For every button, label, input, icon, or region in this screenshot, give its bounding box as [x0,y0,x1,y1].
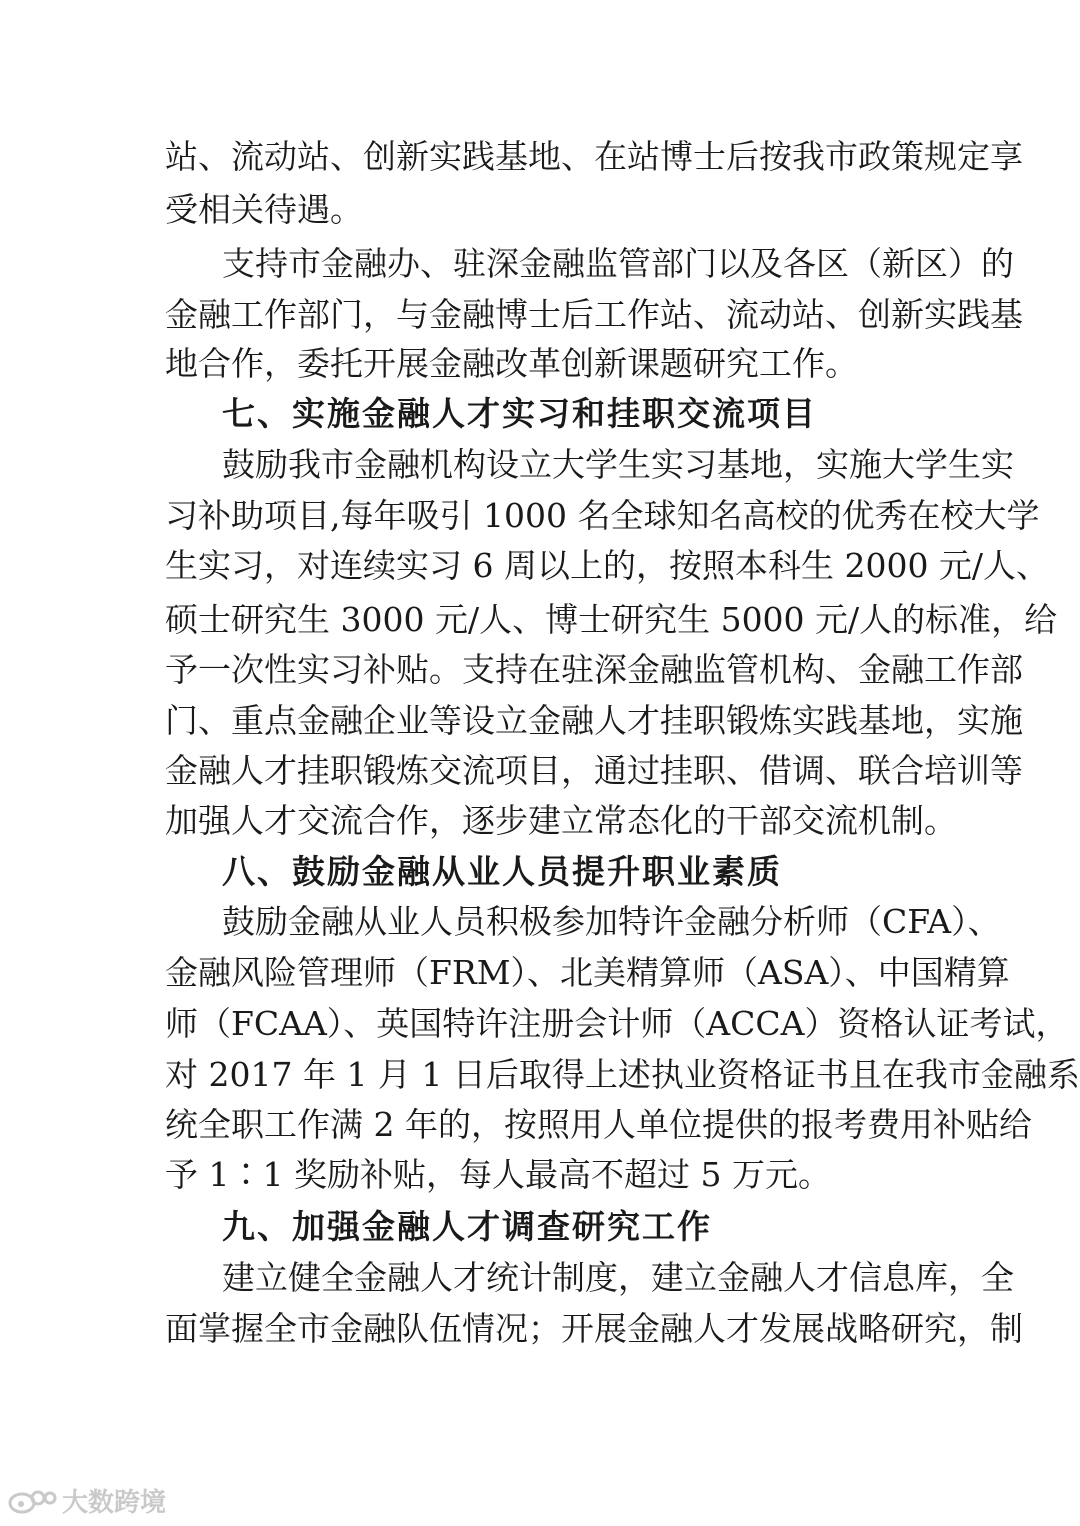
paragraph-line: 站、流动站、创新实践基地、在站博士后按我市政策规定享 [165,137,1023,176]
paragraph-line: 师（FCAA）、英国特许注册会计师（ACCA）资格认证考试， [165,1004,1069,1043]
section-heading: 八、鼓励金融从业人员提升职业素质 [222,852,782,891]
paragraph-line: 予 1∶1 奖励补贴，每人最高不超过 5 万元。 [165,1155,831,1194]
paragraph-line: 予一次性实习补贴。支持在驻深金融监管机构、金融工作部 [165,650,1023,689]
paragraph-line: 建立健全金融人才统计制度，建立金融人才信息库，全 [222,1258,1014,1297]
paragraph-line: 受相关待遇。 [165,190,363,229]
section-heading: 九、加强金融人才调查研究工作 [222,1207,712,1246]
paragraph-line: 地合作，委托开展金融改革创新课题研究工作。 [165,344,858,383]
weibo-icon [8,1486,56,1516]
paragraph-line: 对 2017 年 1 月 1 日后取得上述执业资格证书且在我市金融系 [165,1055,1080,1094]
paragraph-line: 面掌握全市金融队伍情况；开展金融人才发展战略研究，制 [165,1309,1023,1348]
paragraph-line: 习补助项目,每年吸引 1000 名全球知名高校的优秀在校大学 [165,496,1040,535]
paragraph-line: 生实习，对连续实习 6 周以上的，按照本科生 2000 元/人、 [165,546,1050,585]
section-heading: 七、实施金融人才实习和挂职交流项目 [222,394,817,433]
watermark-text: 大数跨境 [62,1488,167,1518]
paragraph-line: 鼓励金融从业人员积极参加特许金融分析师（CFA）、 [222,902,1001,941]
paragraph-line: 门、重点金融企业等设立金融人才挂职锻炼实践基地，实施 [165,701,1023,740]
paragraph-line: 支持市金融办、驻深金融监管部门以及各区（新区）的 [222,244,1014,283]
paragraph-line: 金融风险管理师（FRM）、北美精算师（ASA）、中国精算 [165,953,1010,992]
paragraph-line: 鼓励我市金融机构设立大学生实习基地，实施大学生实 [222,445,1014,484]
watermark [8,1482,166,1519]
paragraph-line: 统全职工作满 2 年的，按照用人单位提供的报考费用补贴给 [165,1105,1032,1144]
paragraph-line: 金融人才挂职锻炼交流项目，通过挂职、借调、联合培训等 [165,751,1023,790]
paragraph-line: 金融工作部门，与金融博士后工作站、流动站、创新实践基 [165,295,1023,334]
paragraph-line: 加强人才交流合作，逐步建立常态化的干部交流机制。 [165,801,957,840]
paragraph-line: 硕士研究生 3000 元/人、博士研究生 5000 元/人的标准，给 [165,600,1058,639]
